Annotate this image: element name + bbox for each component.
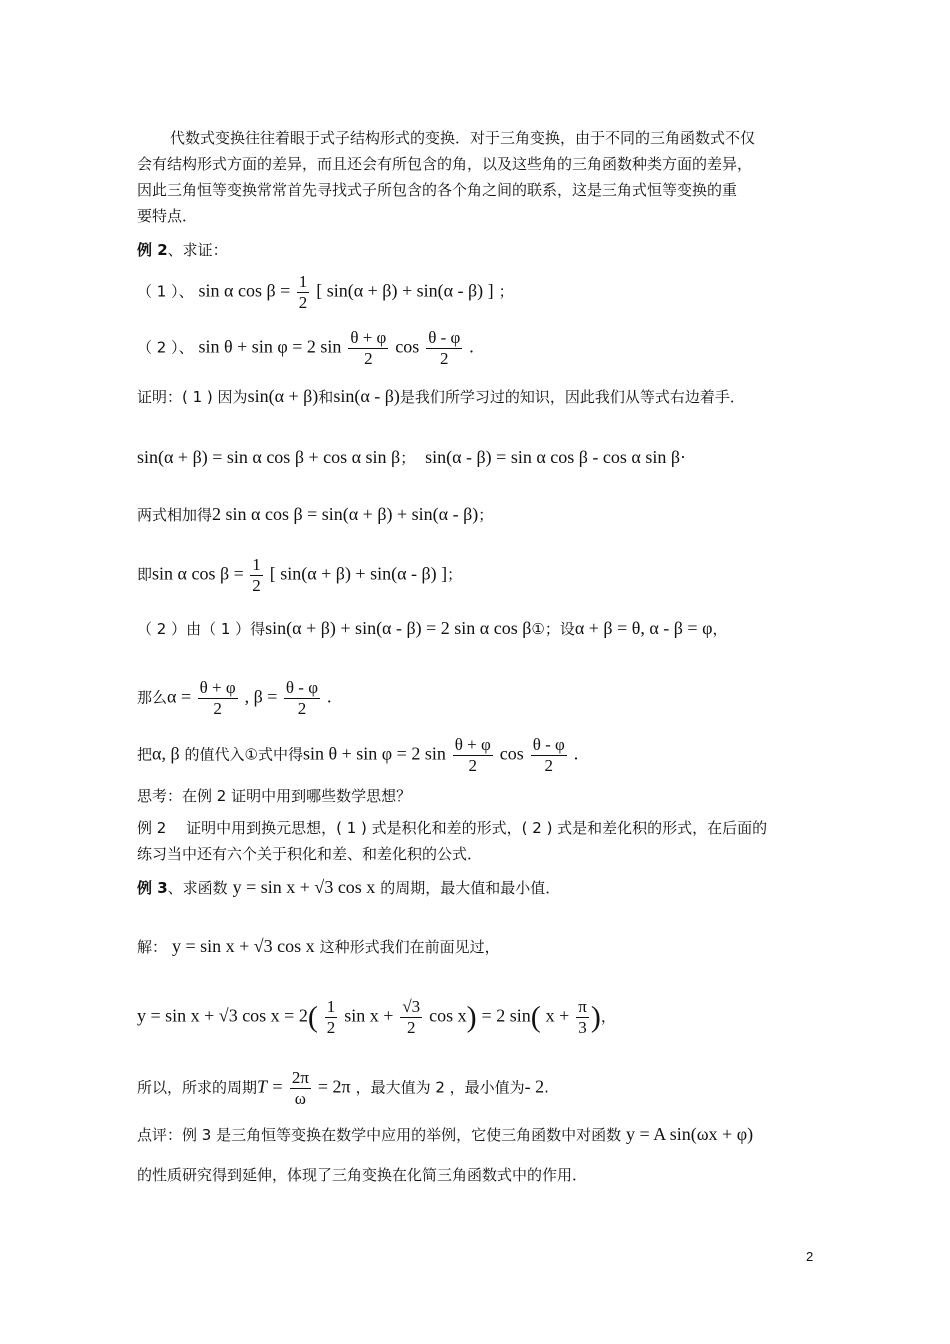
fraction-numerator: 2π	[291, 1068, 309, 1087]
proof-sin-diff: sin(α - β)	[333, 386, 400, 406]
fraction-numerator: 1	[298, 272, 308, 291]
intro-line-2: 会有结构形式方面的差异，而且还会有所包含的角，以及这些角的三角函数种类方面的差异，	[137, 155, 753, 173]
item-2-label: （ 2 ）、	[137, 338, 194, 357]
fraction-denominator: 2	[440, 349, 449, 368]
solution-line	[137, 936, 500, 957]
example-2-item-2	[137, 328, 474, 369]
example-3-prompt: 、求函数	[167, 879, 228, 897]
naming-label: 那么	[137, 688, 168, 707]
fraction-denominator: 2	[326, 1018, 336, 1037]
addition-end: ；	[478, 506, 494, 524]
solution-text: 这种形式我们在前面见过，	[319, 938, 500, 956]
example-2-item-1	[137, 272, 514, 313]
fraction-denominator: 2	[252, 576, 261, 595]
item-2-lhs: sin θ + sin φ = 2 sin	[198, 336, 342, 357]
naming-beta: , β =	[244, 686, 282, 707]
substitution-vars: α, β	[152, 743, 180, 764]
addition-line	[137, 504, 493, 525]
period-line	[137, 1068, 549, 1109]
fraction-denominator: 2	[407, 1018, 416, 1037]
derivation-fraction-3	[576, 997, 589, 1038]
example-3-text: 的周期，最大值和最小值．	[380, 879, 561, 897]
substitution-fraction-1	[453, 735, 493, 776]
part-2-circle: ①；设	[531, 620, 575, 638]
fraction-numerator: 1	[252, 555, 261, 574]
expansion-end: ·	[680, 447, 686, 467]
answer-line-2: 练习当中还有六个关于积化和差、和差化积的公式．	[137, 845, 483, 863]
period-min: - 2	[524, 1076, 545, 1097]
naming-fraction-1	[198, 678, 238, 719]
item-1-rhs: [ sin(α + β) + sin(α - β) ]	[316, 280, 494, 301]
part-2-substitution: α + β = θ, α - β = φ	[574, 618, 713, 638]
fraction-numerator: θ - φ	[532, 735, 565, 754]
example-2-prompt: 、求证：	[167, 241, 228, 259]
part-2-label: （ 2 ）由（ 1 ）得	[137, 620, 266, 638]
result-line	[137, 555, 462, 596]
item-2-fraction-2	[426, 328, 462, 369]
fraction-numerator: √3	[402, 997, 421, 1016]
result-label: 即	[137, 565, 153, 584]
proof-sin-sum: sin(α + β)	[247, 386, 319, 406]
substitution-line	[137, 735, 578, 776]
expansion-sep: ；	[400, 449, 416, 467]
expansion-line	[137, 447, 686, 468]
item-1-fraction	[297, 272, 310, 313]
fraction-denominator: 2	[297, 699, 307, 718]
period-value: = 2π	[317, 1076, 351, 1097]
proof-label: 证明：( 1 ) 因为	[137, 388, 248, 406]
intro-line-4: 要特点．	[137, 207, 198, 225]
naming-fraction-2	[284, 678, 320, 719]
derivation-end: ，	[600, 1007, 616, 1026]
expansion-diff: sin(α - β) = sin α cos β - cos α sin β	[425, 447, 680, 467]
example-2-heading	[137, 240, 228, 260]
derivation-fraction-1	[325, 997, 338, 1038]
period-fraction	[290, 1068, 311, 1109]
solution-equation: y = sin x + √3 cos x	[171, 936, 315, 956]
fraction-numerator: θ + φ	[454, 735, 491, 754]
naming-alpha: α =	[167, 686, 196, 707]
intro-line-3: 因此三角恒等变换常常首先寻找式子所包含的各个角之间的联系，这是三角式恒等变换的重	[137, 181, 738, 199]
item-2-end: .	[469, 336, 474, 357]
fraction-denominator: 2	[213, 699, 222, 718]
example-3-line	[137, 877, 560, 898]
substitution-text: 的值代入①式中得	[184, 745, 303, 764]
part-2-line	[137, 618, 727, 639]
result-end: ；	[447, 565, 463, 584]
part-2-equation: sin(α + β) + sin(α - β) = 2 sin α cos β	[265, 618, 532, 638]
example-2-label: 例 2	[137, 241, 168, 259]
addition-equation: 2 sin α cos β = sin(α + β) + sin(α - β)	[212, 504, 479, 524]
period-text: ，最大值为 2 ，最小值为	[355, 1078, 525, 1097]
substitution-end: .	[573, 743, 579, 764]
naming-line	[137, 678, 331, 719]
addition-label: 两式相加得	[137, 506, 213, 524]
period-end: .	[544, 1078, 549, 1097]
substitution-equation: sin θ + sin φ = 2 sin	[303, 743, 446, 764]
intro-line-1: 代数式变换往往着眼于式子结构形式的变换．对于三角变换，由于不同的三角函数式不仅	[170, 129, 756, 147]
fraction-numerator: θ + φ	[199, 678, 236, 697]
derivation-sin-form: = 2 sin	[481, 1005, 531, 1026]
fraction-denominator: 2	[544, 756, 554, 775]
fraction-denominator: 2	[364, 349, 373, 368]
item-1-label: （ 1 ）、	[137, 282, 194, 301]
fraction-numerator: θ - φ	[428, 328, 461, 347]
item-1-lhs: sin α cos β =	[198, 280, 295, 301]
substitution-fraction-2	[531, 735, 567, 776]
fraction-numerator: π	[578, 997, 587, 1016]
proof-intro-line	[137, 386, 745, 407]
result-rhs: [ sin(α + β) + sin(α - β) ]	[269, 563, 448, 584]
derivation-start: y = sin x + √3 cos x = 2	[137, 1005, 308, 1026]
answer-line-1: 例 2 证明中用到换元思想，( 1 ) 式是积化和差的形式，( 2 ) 式是和差化积的形式，在后面的	[137, 819, 768, 837]
result-lhs: sin α cos β =	[152, 563, 249, 584]
item-2-cos: cos	[395, 336, 420, 357]
derivation-x: x +	[545, 1005, 570, 1026]
proof-and: 和	[318, 388, 334, 406]
period-label: 所以，所求的周期	[137, 1078, 258, 1097]
fraction-denominator: 2	[468, 756, 478, 775]
substitution-cos: cos	[499, 743, 524, 764]
item-2-fraction-1	[348, 328, 388, 369]
derivation-fraction-2	[400, 997, 422, 1038]
part-2-end: ，	[712, 620, 728, 638]
result-fraction	[250, 555, 263, 596]
derivation-cos: cos x	[429, 1005, 467, 1026]
example-3-label: 例 3	[137, 879, 168, 897]
item-1-end: ；	[498, 282, 514, 301]
solution-label: 解：	[137, 938, 168, 956]
derivation-sin: sin x +	[344, 1005, 394, 1026]
comment-line-1	[137, 1124, 753, 1145]
page-number: 2	[806, 1249, 814, 1264]
fraction-denominator: 3	[578, 1018, 587, 1037]
derivation-line: y = sin x + √3 cos x = 2( $\frac{1}{2}$ sin x + $\frac{√3}{2}$ cos x) = 2 sin( x + $\frac{\pi}{3}$ )，	[137, 997, 616, 1037]
fraction-denominator: 2	[298, 293, 308, 312]
expansion-sum: sin(α + β) = sin α cos β + cos α sin β	[137, 447, 401, 467]
fraction-numerator: θ - φ	[285, 678, 319, 697]
fraction-numerator: θ + φ	[350, 328, 387, 347]
comment-text: 点评：例 3 是三角恒等变换在数学中应用的举例，它使三角函数中对函数	[137, 1126, 622, 1144]
proof-text: 是我们所学习过的知识，因此我们从等式右边着手．	[399, 388, 745, 406]
substitution-label: 把	[137, 745, 153, 764]
fraction-numerator: 1	[326, 997, 336, 1016]
example-3-equation: y = sin x + √3 cos x	[232, 877, 376, 897]
fraction-denominator: ω	[294, 1089, 306, 1108]
comment-line-2: 的性质研究得到延伸，体现了三角变换在化简三角函数式中的作用．	[137, 1166, 588, 1184]
think-question: 思考：在例 2 证明中用到哪些数学思想？	[137, 787, 412, 805]
period-T: T =	[257, 1076, 288, 1097]
naming-end: .	[326, 686, 332, 707]
comment-equation: y = A sin(ωx + φ)	[626, 1124, 754, 1144]
